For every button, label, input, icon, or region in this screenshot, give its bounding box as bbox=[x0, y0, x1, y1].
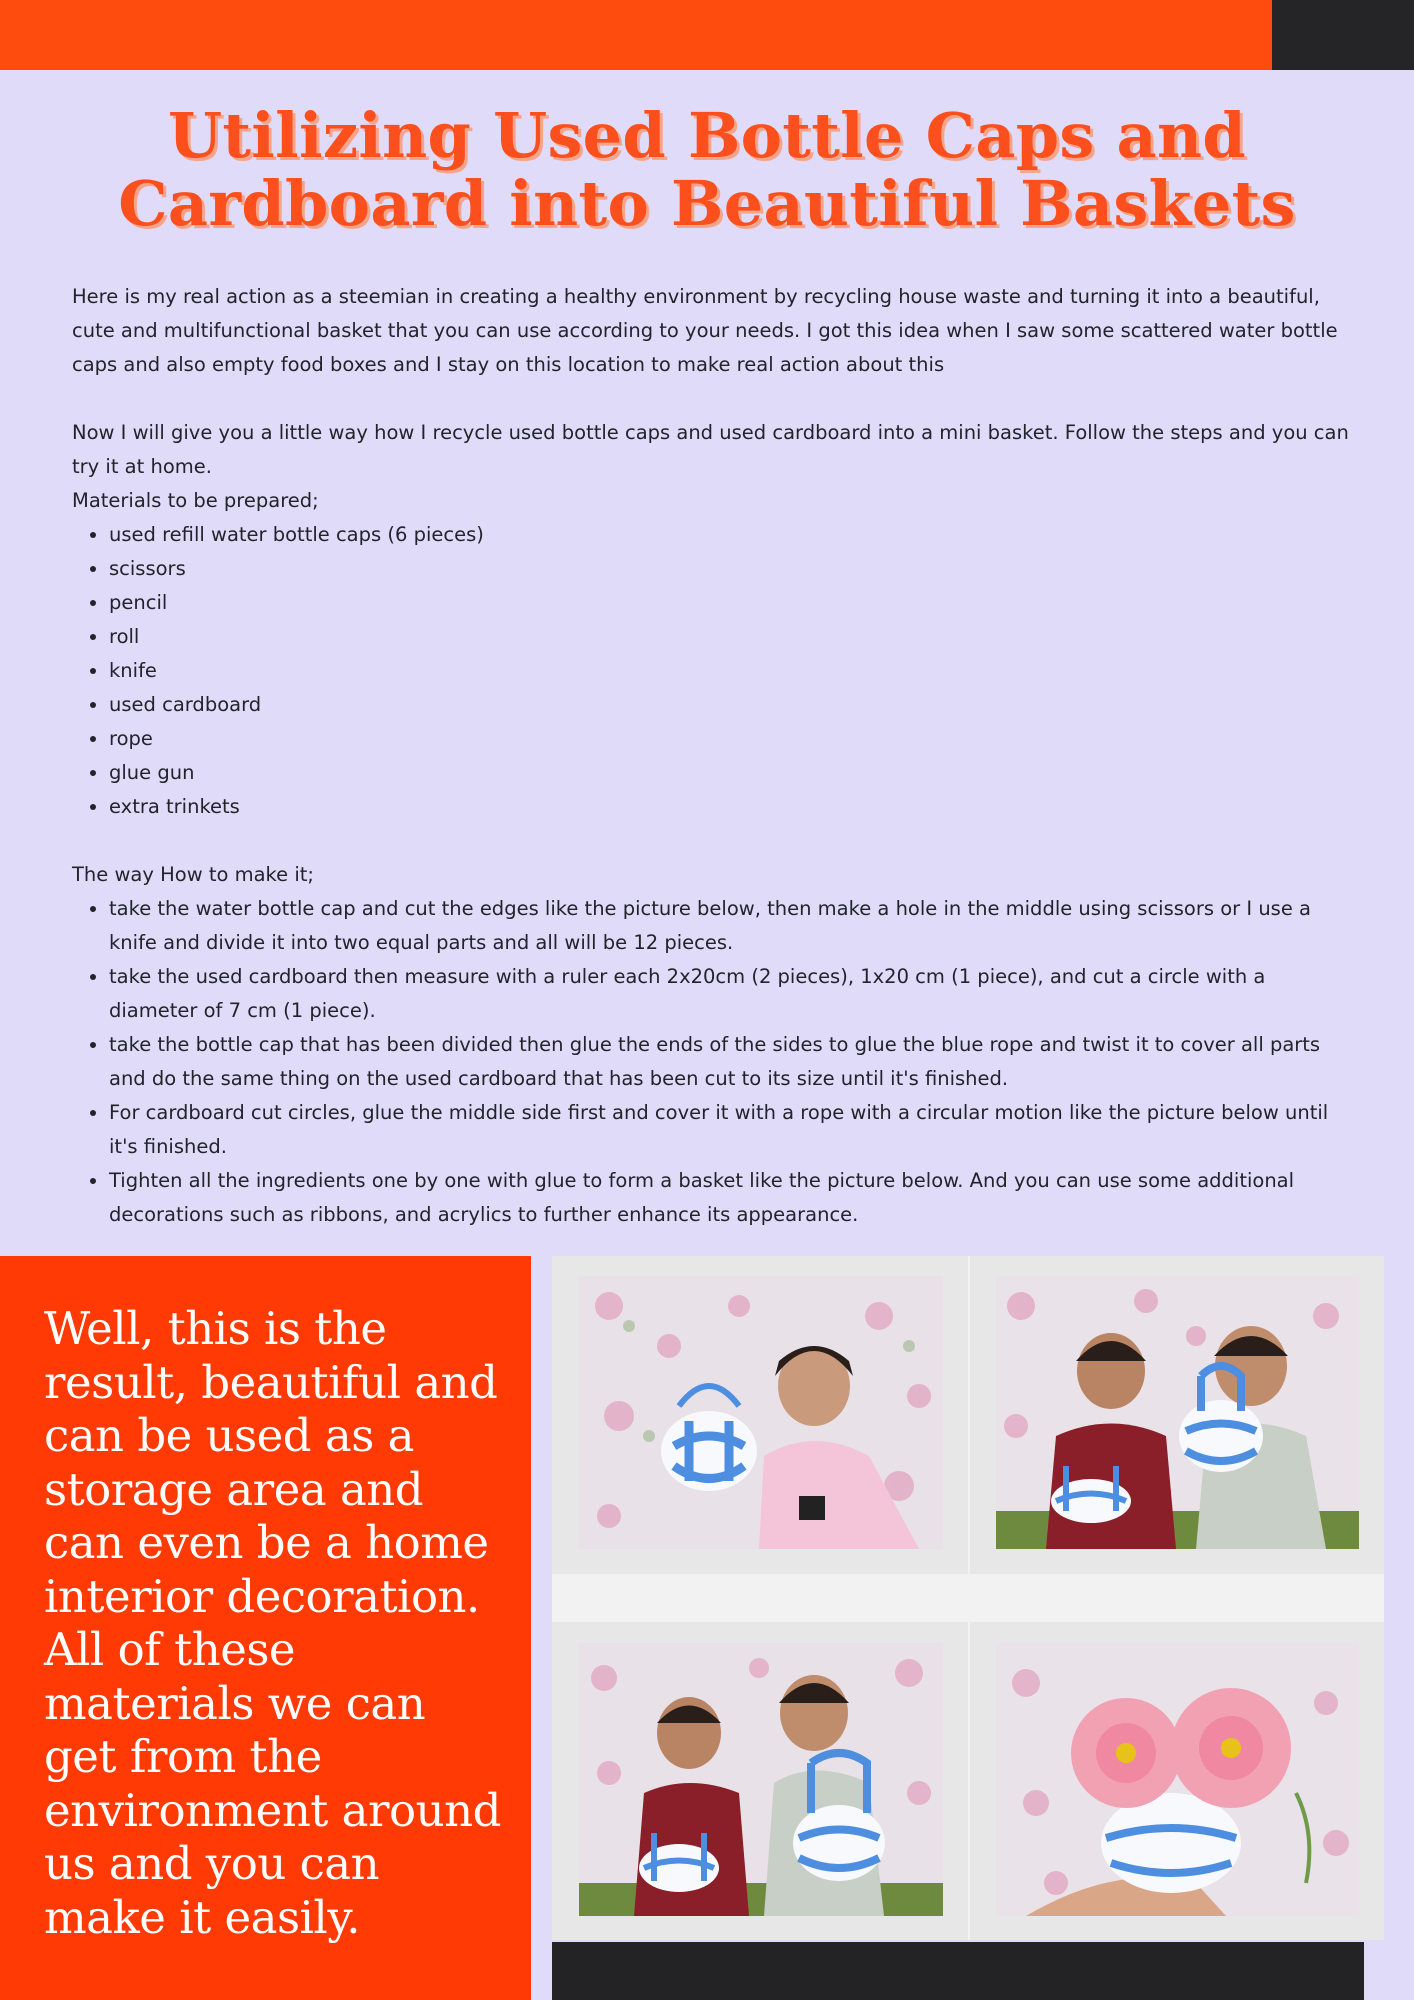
bottom-dark-bar bbox=[552, 1942, 1364, 2000]
steps-heading: The way How to make it; bbox=[72, 863, 314, 886]
paragraph-gap bbox=[72, 824, 1350, 858]
photo-girl-holding-basket bbox=[579, 1276, 943, 1549]
material-item: • scissors bbox=[109, 552, 1350, 586]
step-item: • For cardboard cut circles, glue the middle side first and cover it with a rope with a circular motion like the picture below until it's finished. bbox=[109, 1096, 1350, 1164]
step-item: • take the bottle cap that has been divided then glue the ends of the sides to glue the blue rope and twist it to cover all parts and do the same thing on the used cardboard that has been cut to its size until it's finished. bbox=[109, 1028, 1350, 1096]
paragraph-gap bbox=[72, 382, 1350, 416]
material-item: • pencil bbox=[109, 586, 1350, 620]
photo-basket-with-flowers bbox=[996, 1643, 1359, 1916]
top-dark-block bbox=[1272, 0, 1414, 70]
article-body bbox=[72, 280, 1350, 1232]
material-item: • used refill water bottle caps (6 pieces) bbox=[109, 518, 1350, 552]
result-panel bbox=[0, 1256, 531, 2000]
material-item: • extra trinkets bbox=[109, 790, 1350, 824]
lead-paragraph: Now I will give you a little way how I recycle used bottle caps and used cardboard into a mini basket. Follow the steps and you can try it at home. bbox=[72, 421, 1349, 478]
material-item: • knife bbox=[109, 654, 1350, 688]
top-accent-bar bbox=[0, 0, 1272, 70]
material-item: • roll bbox=[109, 620, 1350, 654]
materials-heading: Materials to be prepared; bbox=[72, 489, 319, 512]
material-item: • rope bbox=[109, 722, 1350, 756]
material-item: • used cardboard bbox=[109, 688, 1350, 722]
intro-paragraph: Here is my real action as a steemian in creating a healthy environment by recycling house waste and turning it into a beautiful, cute and multifunctional basket that you can use according to your needs. I got this idea when I saw some scattered water bottle caps and also empty food boxes and I stay on this location to make real action about this bbox=[72, 285, 1338, 376]
result-text: Well, this is the result, beautiful and can be used as a storage area and can even be a home interior decoration. All of these materials we can get from the environment around us and you can make it easily. bbox=[44, 1302, 501, 1944]
photo-two-children-with-baskets bbox=[996, 1276, 1359, 1549]
step-item: • take the used cardboard then measure with a ruler each 2x20cm (2 pieces), 1x20 cm (1 piece), and cut a circle with a diameter of 7 cm (1 piece). bbox=[109, 960, 1350, 1028]
materials-list bbox=[72, 518, 1350, 824]
page-title: Utilizing Used Bottle Caps and Cardboard into Beautiful Baskets bbox=[118, 99, 1296, 240]
step-item: • take the water bottle cap and cut the edges like the picture below, then make a hole in the middle using scissors or I use a knife and divide it into two equal parts and all will be 12 pieces. bbox=[109, 892, 1350, 960]
steps-list bbox=[72, 892, 1350, 1232]
material-item: • glue gun bbox=[109, 756, 1350, 790]
photo-children-holding-baskets bbox=[579, 1643, 943, 1916]
step-item: • Tighten all the ingredients one by one with glue to form a basket like the picture below. And you can use some additional decorations such as ribbons, and acrylics to further enhance its appearance. bbox=[109, 1164, 1350, 1232]
